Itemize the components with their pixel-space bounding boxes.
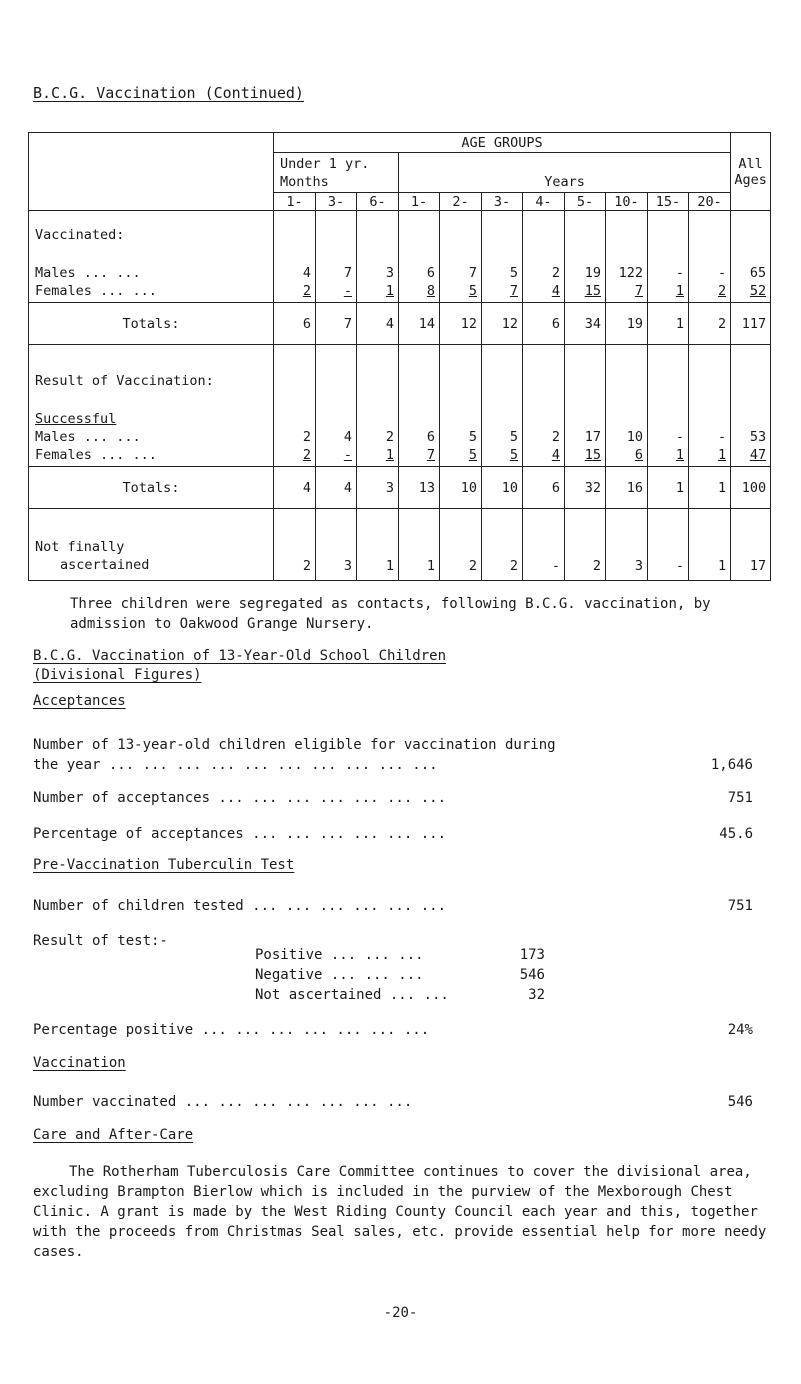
vaccinated-cell: 4 2 [274, 211, 316, 303]
acceptances-heading: Acceptances [33, 693, 126, 709]
table-corner [29, 133, 274, 211]
vaccinated-cell: 5 7 [482, 211, 523, 303]
acceptances-row [33, 788, 753, 808]
result-totals-row [29, 467, 771, 509]
vaccinated-value: 546 [727, 1094, 753, 1110]
totals-cell: 4 [357, 303, 399, 345]
totals-cell: 19 [606, 303, 648, 345]
not-finally-cell: - [648, 509, 689, 581]
result-cell: 4 - [316, 345, 357, 467]
percentage-positive-label: Percentage positive ... ... ... ... ... ... ... [33, 1022, 430, 1038]
under-1yr-header: Under 1 yr. Months [274, 153, 399, 193]
totals-cell: 12 [482, 303, 523, 345]
totals-cell: 7 [316, 303, 357, 345]
result-cell: 2 2 [274, 345, 316, 467]
care-paragraph: The Rotherham Tuberculosis Care Committee continues to cover the divisional area, excluding Brampton Bierlow which is included in the purview of the Mexborough Chest Clinic. A grant is made by the West Riding County Council each year and this, together with the proceeds from Christmas Seal sales, etc. provide essential help for more needy cases. [33, 1164, 767, 1260]
not-finally-cell: - [523, 509, 565, 581]
not-finally-cell: 2 [440, 509, 482, 581]
totals-cell: 12 [440, 303, 482, 345]
totals-cell: 10 [482, 467, 523, 509]
totals-cell: 6 [523, 467, 565, 509]
result-cell: 5 5 [482, 345, 523, 467]
years-header: Years [399, 153, 731, 193]
positive-row [255, 945, 545, 965]
tested-value: 751 [727, 898, 753, 914]
vaccination-table [28, 132, 771, 581]
result-cell: 2 4 [523, 345, 565, 467]
result-cell: 17 15 [565, 345, 606, 467]
col-header: 15- [648, 193, 689, 211]
vaccinated-totals-row [29, 303, 771, 345]
vaccinated-label: Vaccinated: Males ... ... Females ... ... [29, 211, 274, 303]
vaccinated-cell: 6 8 [399, 211, 440, 303]
page-number: -20- [383, 1305, 418, 1321]
vaccinated-cell: - 2 [689, 211, 731, 303]
col-header: 10- [606, 193, 648, 211]
eligible-label-1: Number of 13-year-old children eligible for vaccination during [33, 737, 556, 753]
col-header: 6- [357, 193, 399, 211]
acceptances-label: Number of acceptances ... ... ... ... ... ... ... [33, 790, 447, 806]
totals-cell: 34 [565, 303, 606, 345]
col-header: 3- [482, 193, 523, 211]
vaccination-heading: Vaccination [33, 1055, 126, 1071]
percentage-positive-value: 24% [727, 1022, 753, 1038]
positive-label: Positive ... ... ... [255, 947, 424, 963]
not-finally-cell: 2 [274, 509, 316, 581]
totals-cell: 2 [689, 303, 731, 345]
result-cell: 5 5 [440, 345, 482, 467]
totals-cell: 13 [399, 467, 440, 509]
totals-cell: 1 [648, 303, 689, 345]
percentage-label: Percentage of acceptances ... ... ... ... ... ... [33, 826, 447, 842]
vaccinated-cell: 122 7 [606, 211, 648, 303]
tested-row [33, 896, 753, 916]
not-finally-cell: 1 [689, 509, 731, 581]
not-ascertained-row [255, 985, 545, 1005]
totals-cell: 117 [731, 303, 771, 345]
negative-label: Negative ... ... ... [255, 967, 424, 983]
totals-cell: 14 [399, 303, 440, 345]
not-finally-label: Not finally ascertained [29, 509, 274, 581]
totals-cell: 1 [648, 467, 689, 509]
not-finally-cell: 3 [316, 509, 357, 581]
eligible-value: 1,646 [710, 757, 753, 773]
vaccinated-row [33, 1092, 753, 1112]
not-finally-cell: 2 [482, 509, 523, 581]
vaccinated-label: Number vaccinated ... ... ... ... ... ... ... [33, 1094, 413, 1110]
not-finally-cell: 1 [399, 509, 440, 581]
totals-cell: 32 [565, 467, 606, 509]
not-finally-cell: 2 [565, 509, 606, 581]
col-header: 4- [523, 193, 565, 211]
result-cell: 6 7 [399, 345, 440, 467]
totals-cell: 3 [357, 467, 399, 509]
eligible-row [33, 735, 753, 775]
section-title: B.C.G. Vaccination of 13-Year-Old School Children [33, 648, 447, 664]
result-label: Result of test:- [33, 933, 168, 949]
totals-cell: 4 [316, 467, 357, 509]
result-cell: - 1 [689, 345, 731, 467]
vaccinated-cell: - 1 [648, 211, 689, 303]
result-cell: 10 6 [606, 345, 648, 467]
result-cell: 53 47 [731, 345, 771, 467]
col-header: 5- [565, 193, 606, 211]
result-cell: - 1 [648, 345, 689, 467]
acceptances-value: 751 [727, 790, 753, 806]
not-ascertained-value: 32 [528, 987, 545, 1003]
percentage-row [33, 824, 753, 844]
tuberculin-heading: Pre-Vaccination Tuberculin Test [33, 857, 295, 873]
page-heading: B.C.G. Vaccination (Continued) [33, 84, 304, 102]
positive-value: 173 [519, 947, 545, 963]
totals-cell: 16 [606, 467, 648, 509]
totals-cell: 100 [731, 467, 771, 509]
age-groups-header: AGE GROUPS [274, 133, 731, 153]
vaccinated-row [29, 211, 771, 303]
totals-cell: 4 [274, 467, 316, 509]
not-finally-row [29, 509, 771, 581]
segregation-note: Three children were segregated as contacts, following B.C.G. vaccination, by admission to Oakwood Grange Nursery. [70, 596, 711, 632]
care-heading: Care and After-Care [33, 1127, 194, 1143]
totals-cell: 10 [440, 467, 482, 509]
col-header: 20- [689, 193, 731, 211]
totals-cell: 1 [689, 467, 731, 509]
section-subtitle: (Divisional Figures) [33, 667, 202, 683]
all-ages-header: All Ages [731, 133, 771, 211]
not-finally-cell: 3 [606, 509, 648, 581]
vaccinated-cell: 2 4 [523, 211, 565, 303]
totals-cell: 6 [523, 303, 565, 345]
totals-label: Totals: [29, 467, 274, 509]
percentage-value: 45.6 [719, 826, 753, 842]
eligible-label-2: the year ... ... ... ... ... ... ... ... ... ... [33, 757, 438, 773]
result-row [29, 345, 771, 467]
result-label: Result of Vaccination: Successful Males ... ... Females ... ... [29, 345, 274, 467]
vaccinated-cell: 7 5 [440, 211, 482, 303]
totals-label: Totals: [29, 303, 274, 345]
vaccinated-cell: 19 15 [565, 211, 606, 303]
not-finally-cell: 17 [731, 509, 771, 581]
not-ascertained-label: Not ascertained ... ... [255, 987, 449, 1003]
vaccinated-cell: 7 - [316, 211, 357, 303]
col-header: 2- [440, 193, 482, 211]
col-header: 1- [399, 193, 440, 211]
negative-row [255, 965, 545, 985]
vaccinated-cell: 65 52 [731, 211, 771, 303]
col-header: 3- [316, 193, 357, 211]
col-header: 1- [274, 193, 316, 211]
not-finally-cell: 1 [357, 509, 399, 581]
result-cell: 2 1 [357, 345, 399, 467]
totals-cell: 6 [274, 303, 316, 345]
tested-label: Number of children tested ... ... ... ... ... ... [33, 898, 447, 914]
percentage-positive-row [33, 1020, 753, 1040]
vaccinated-cell: 3 1 [357, 211, 399, 303]
negative-value: 546 [519, 967, 545, 983]
